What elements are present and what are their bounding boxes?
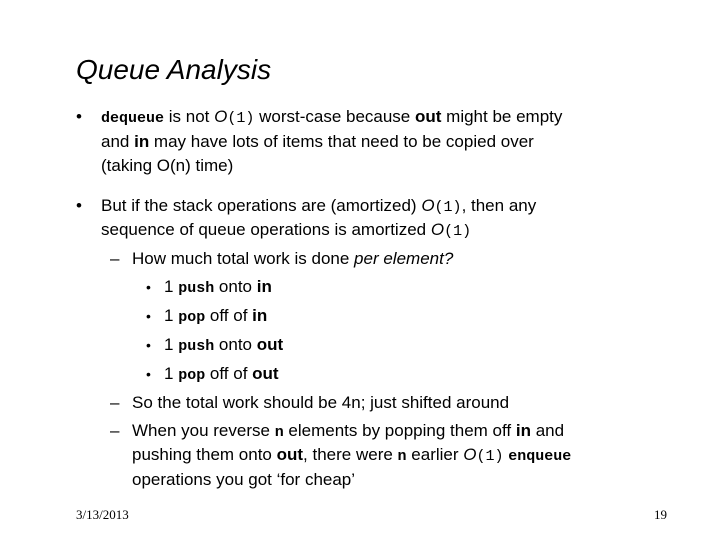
text: onto: [214, 335, 257, 354]
dash-marker: –: [110, 249, 120, 268]
big-o-arg: (1): [476, 448, 504, 465]
code-pop: pop: [178, 309, 206, 326]
page-number: 19: [654, 507, 667, 522]
keyword-in: in: [515, 421, 531, 440]
code-n: n: [274, 424, 284, 441]
code-push: push: [178, 338, 215, 355]
dash-marker: –: [110, 393, 120, 412]
bullet-marker: •: [76, 107, 82, 126]
bullet-marker: •: [146, 366, 151, 382]
big-o: O: [463, 445, 477, 464]
list-item: [164, 363, 279, 387]
text: is not: [164, 107, 215, 126]
list-item: [164, 276, 272, 300]
sub-bullet-1: [132, 248, 453, 270]
code-enqueue: enqueue: [508, 448, 572, 465]
text: But if the stack operations are (amortized): [101, 196, 422, 215]
list-item: [164, 334, 283, 358]
big-o-arg: (1): [434, 199, 462, 216]
text: elements by popping them off: [283, 421, 516, 440]
slide-title: Queue Analysis: [76, 54, 272, 85]
keyword-in: in: [134, 132, 150, 151]
bullet-1-line-1: [101, 106, 562, 130]
bullet-1-line-3: (taking O(n) time): [101, 156, 234, 175]
bullet-marker: •: [146, 308, 151, 324]
keyword-out: out: [276, 445, 304, 464]
keyword-out: out: [256, 335, 284, 354]
text: pushing them onto: [132, 445, 277, 464]
code-n: n: [397, 448, 407, 465]
text: off of: [205, 306, 253, 325]
list-item: [164, 305, 267, 329]
sub-bullet-3-line-2: [132, 444, 571, 468]
text: 1: [164, 277, 179, 296]
footer-date: 3/13/2013: [76, 507, 129, 522]
text: 1: [164, 364, 179, 383]
text: sequence of queue operations is amortized: [101, 220, 431, 239]
keyword-in: in: [256, 277, 272, 296]
text: off of: [205, 364, 253, 383]
text: , there were: [303, 445, 398, 464]
text: When you reverse: [132, 421, 275, 440]
bullet-1-line-2: [101, 131, 534, 153]
bullet-marker: •: [76, 196, 82, 215]
text: 1: [164, 306, 179, 325]
text: and: [101, 132, 135, 151]
big-o-arg: (1): [227, 110, 255, 127]
bullet-2-line-2: [101, 219, 471, 243]
text: may have lots of items that need to be copied over: [149, 132, 534, 151]
bullet-2-line-1: [101, 195, 536, 219]
sub-bullet-3-line-1: [132, 420, 564, 444]
keyword-out: out: [252, 364, 279, 383]
keyword-out: out: [415, 107, 442, 126]
dash-marker: –: [110, 421, 120, 440]
text: , then any: [461, 196, 537, 215]
text: How much total work is done: [132, 249, 355, 268]
code-pop: pop: [178, 367, 206, 384]
bullet-marker: •: [146, 279, 151, 295]
big-o: O: [421, 196, 435, 215]
text: worst-case because: [254, 107, 415, 126]
text: and: [530, 421, 565, 440]
text: earlier: [406, 445, 464, 464]
bullet-marker: •: [146, 337, 151, 353]
big-o: O: [430, 220, 445, 239]
big-o: O: [214, 107, 228, 126]
big-o-arg: (1): [444, 223, 472, 240]
text: might be empty: [441, 107, 563, 126]
code-push: push: [178, 280, 215, 297]
code-dequeue: dequeue: [101, 110, 165, 127]
emphasis: per element?: [354, 249, 454, 268]
sub-bullet-3-line-3: operations you got ‘for cheap’: [132, 470, 356, 489]
sub-bullet-2: So the total work should be 4n; just shifted around: [132, 393, 510, 412]
keyword-in: in: [252, 306, 268, 325]
text: onto: [214, 277, 257, 296]
text: 1: [164, 335, 179, 354]
